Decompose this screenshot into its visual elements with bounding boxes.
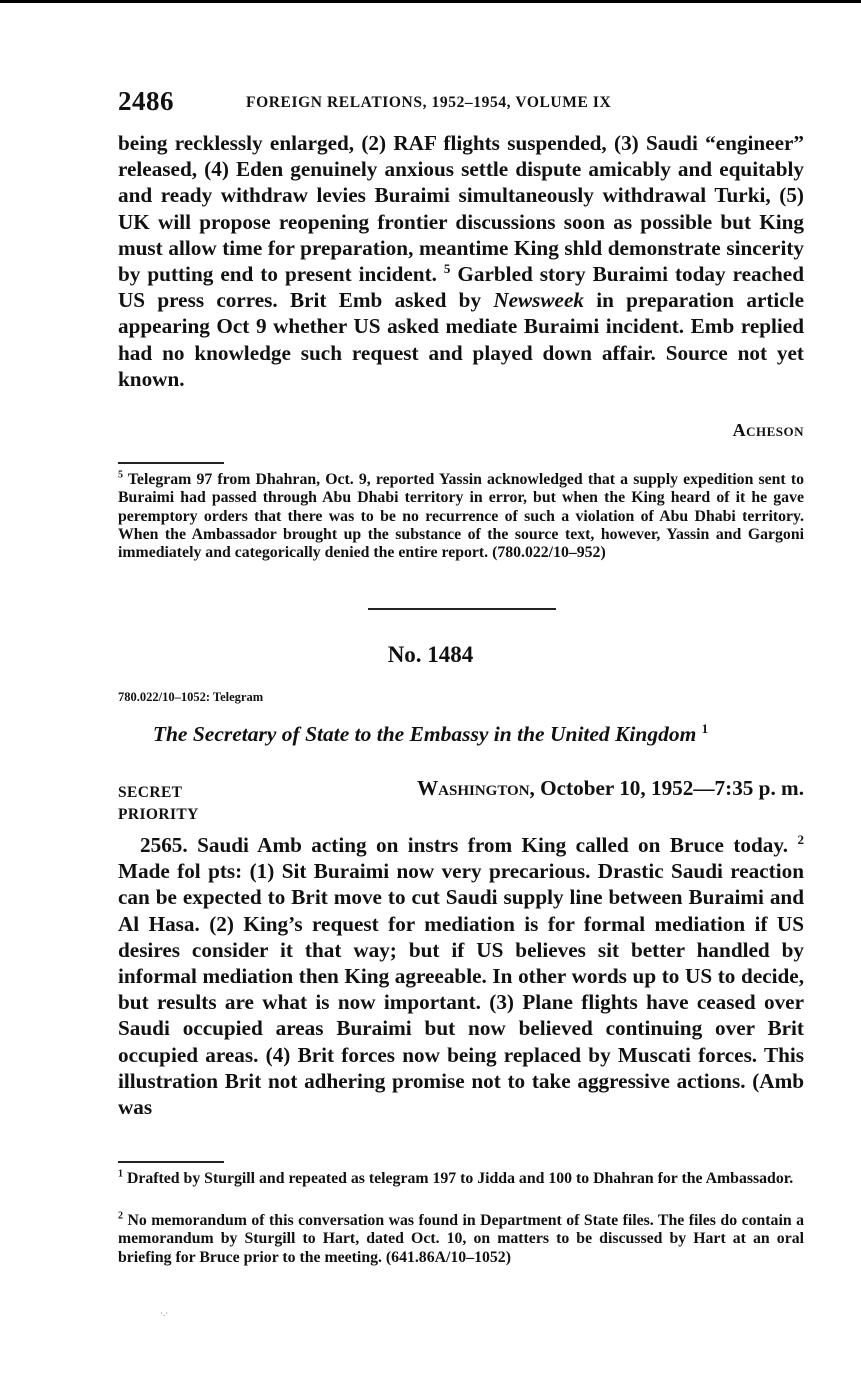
dateline-date: October 10, 1952—7:35 p. m. [534,776,804,800]
running-head: FOREIGN RELATIONS, 1952–1954, VOLUME IX [246,94,612,111]
footnote-2 [118,1212,804,1267]
telegram-body [118,832,804,1120]
footnote-2-text: No memorandum of this conversation was found in Department of State files. The files do contain a memorandum by Sturgill to Hart, dated Oct. 10, on matters to be discussed by Hart at an oral briefing for Bruce prior to the meeting. (641.86A/10–1052) [118,1212,804,1266]
footnote-ref-2[interactable]: 2 [797,831,805,847]
classification-secret: SECRET [118,784,183,801]
continuation-text-b: Garbled story Buraimi today reached US press corres. Brit Emb asked by [118,262,804,313]
classification-priority: PRIORITY [118,806,199,823]
continuation-paragraph [118,130,804,392]
continuation-text-a: being recklessly enlarged, (2) RAF flights suspended, (3) Saudi “engineer” released, (4) Eden genuinely anxious settle dispute amicably and equitably and ready withdraw levies Buraimi simultaneously withdrawal Turki, (5) UK will propose reopening frontier discussions soon as possible but King must allow time for preparation, meantime King shld demonstrate sincerity by putting end to present incident. [118,131,804,287]
dateline [417,776,804,801]
continuation-text-c: in preparation article appearing Oct 9 whether US asked mediate Buraimi incident. Emb replied had no knowledge such request and played down affair. Source not yet known. [118,288,804,391]
telegram-text-b: Made fol pts: (1) Sit Buraimi now very precarious. Drastic Saudi reaction can be expected to Brit move to cut Saudi supply line between Buraimi and Al Hasa. (2) King’s request for mediation is for formal mediation if US desires consider it that way; but if US believes sit better handled by informal mediation then King agreeable. In other words up to US to decide, but results are what is now important. (3) Plane flights have ceased over Saudi occupied areas Buraimi but now believed continuing over Brit occupied areas. (4) Brit forces now being replaced by Muscati forces. This illustration Brit not adhering promise not to take aggressive actions. (Amb was [118,859,804,1120]
top-edge-rule [0,0,861,3]
page-header [118,86,804,116]
signature: Acheson [732,420,804,440]
classification [118,782,199,826]
magazine-name: Newsweek [493,288,584,313]
document-separator [368,608,556,610]
footnote-1-number: 1 [118,1168,123,1180]
telegram-text-a: 2565. Saudi Amb acting on instrs from King called on Bruce today. [140,833,789,857]
dateline-place: Washington, [416,776,535,800]
file-reference: 780.022/10–1052: Telegram [118,690,264,704]
footnote-ref-5[interactable]: 5 [443,260,451,276]
footnote-5 [118,471,804,562]
footnote-2-number: 2 [118,1210,123,1222]
footnote-separator [118,462,224,464]
page-number: 2486 [118,86,174,116]
document-title-text: The Secretary of State to the Embassy in the United Kingdom [152,722,697,746]
footnote-ref-1[interactable]: 1 [701,720,709,736]
footnote-separator-bottom [118,1161,224,1163]
document-title [0,722,861,747]
scan-speck: ·.· [160,1308,169,1318]
footnote-5-text: Telegram 97 from Dhahran, Oct. 9, reported Yassin acknowledged that a supply expedition sent to Buraimi had passed through Abu Dhabi territory in error, but when the King heard of it he gave peremptory orders that there was to be no recurrence of such a violation of Abu Dhabi territory. When the Ambassador brought up the substance of the source text, however, Yassin and Gargoni immediately and categorically denied the entire report. (780.022/10–952) [118,471,804,562]
footnote-1 [118,1170,804,1188]
footnote-1-text: Drafted by Sturgill and repeated as telegram 197 to Jidda and 100 to Dhahran for the Ambassador. [123,1170,794,1187]
footnote-5-number: 5 [118,469,123,481]
document-number: No. 1484 [387,642,474,667]
